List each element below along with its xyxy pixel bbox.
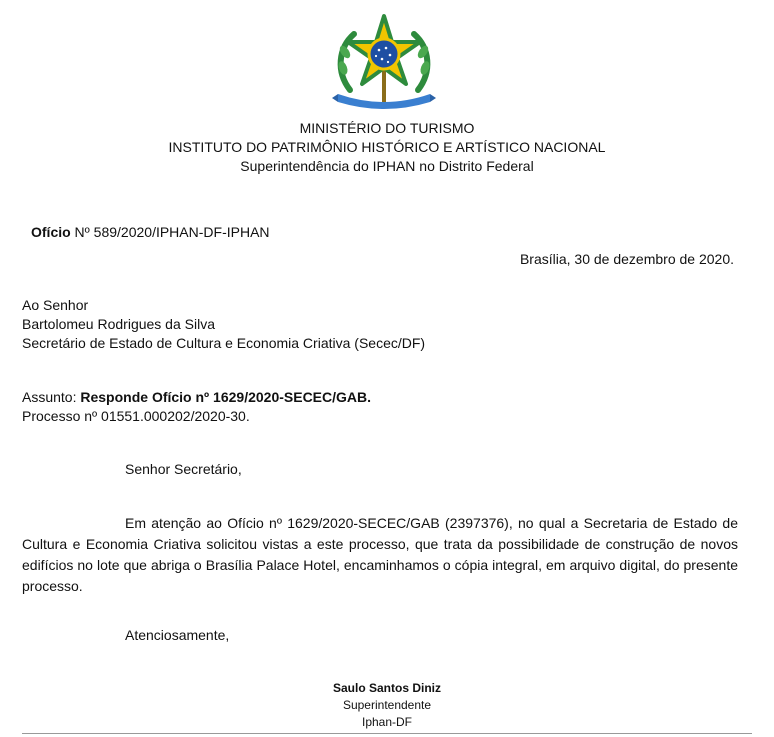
body-paragraph: Em atenção ao Ofício nº 1629/2020-SECEC/GAB (2397376), no qual a Secretaria de Estado de Cultura e Economia Criativa solicitou vistas a este processo, que trata da possibilidade de construção de novos edifícios no lote que abriga o Brasília Palace Hotel, encaminhamos o cópia integral, em arquivo digital, do presente processo. (22, 515, 738, 594)
recipient-name: Bartolomeu Rodrigues da Silva (22, 316, 215, 332)
subject-text: Responde Ofício nº 1629/2020-SECEC/GAB. (80, 389, 372, 405)
subject-line (22, 388, 371, 407)
subject-label: Assunto: (22, 389, 81, 405)
closing: Atenciosamente, (125, 627, 230, 643)
footer-divider (22, 733, 752, 734)
oficio-number: Nº 589/2020/IPHAN-DF-IPHAN (70, 224, 270, 240)
recipient-title: Secretário de Estado de Cultura e Economia Criativa (Secec/DF) (22, 335, 426, 351)
ministry-name: MINISTÉRIO DO TURISMO (299, 120, 475, 136)
oficio-label: Ofício (31, 224, 71, 240)
process-number: Processo nº 01551.000202/2020-30. (22, 408, 250, 424)
letterhead (0, 119, 774, 176)
signer-name: Saulo Santos Diniz (332, 681, 441, 695)
signer-role: Superintendente (342, 698, 432, 712)
greeting: Senhor Secretário, (125, 461, 242, 477)
superintendency-name: Superintendência do IPHAN no Distrito Federal (240, 158, 534, 174)
signer-org: Iphan-DF (361, 715, 413, 729)
institute-name: INSTITUTO DO PATRIMÔNIO HISTÓRICO E ARTÍSTICO NACIONAL (168, 139, 606, 155)
oficio-reference (31, 223, 270, 242)
date-line: Brasília, 30 de dezembro de 2020. (519, 251, 734, 267)
recipient-salutation: Ao Senhor (22, 297, 89, 313)
coat-of-arms-emblem (330, 12, 438, 112)
signature-block (0, 680, 774, 731)
